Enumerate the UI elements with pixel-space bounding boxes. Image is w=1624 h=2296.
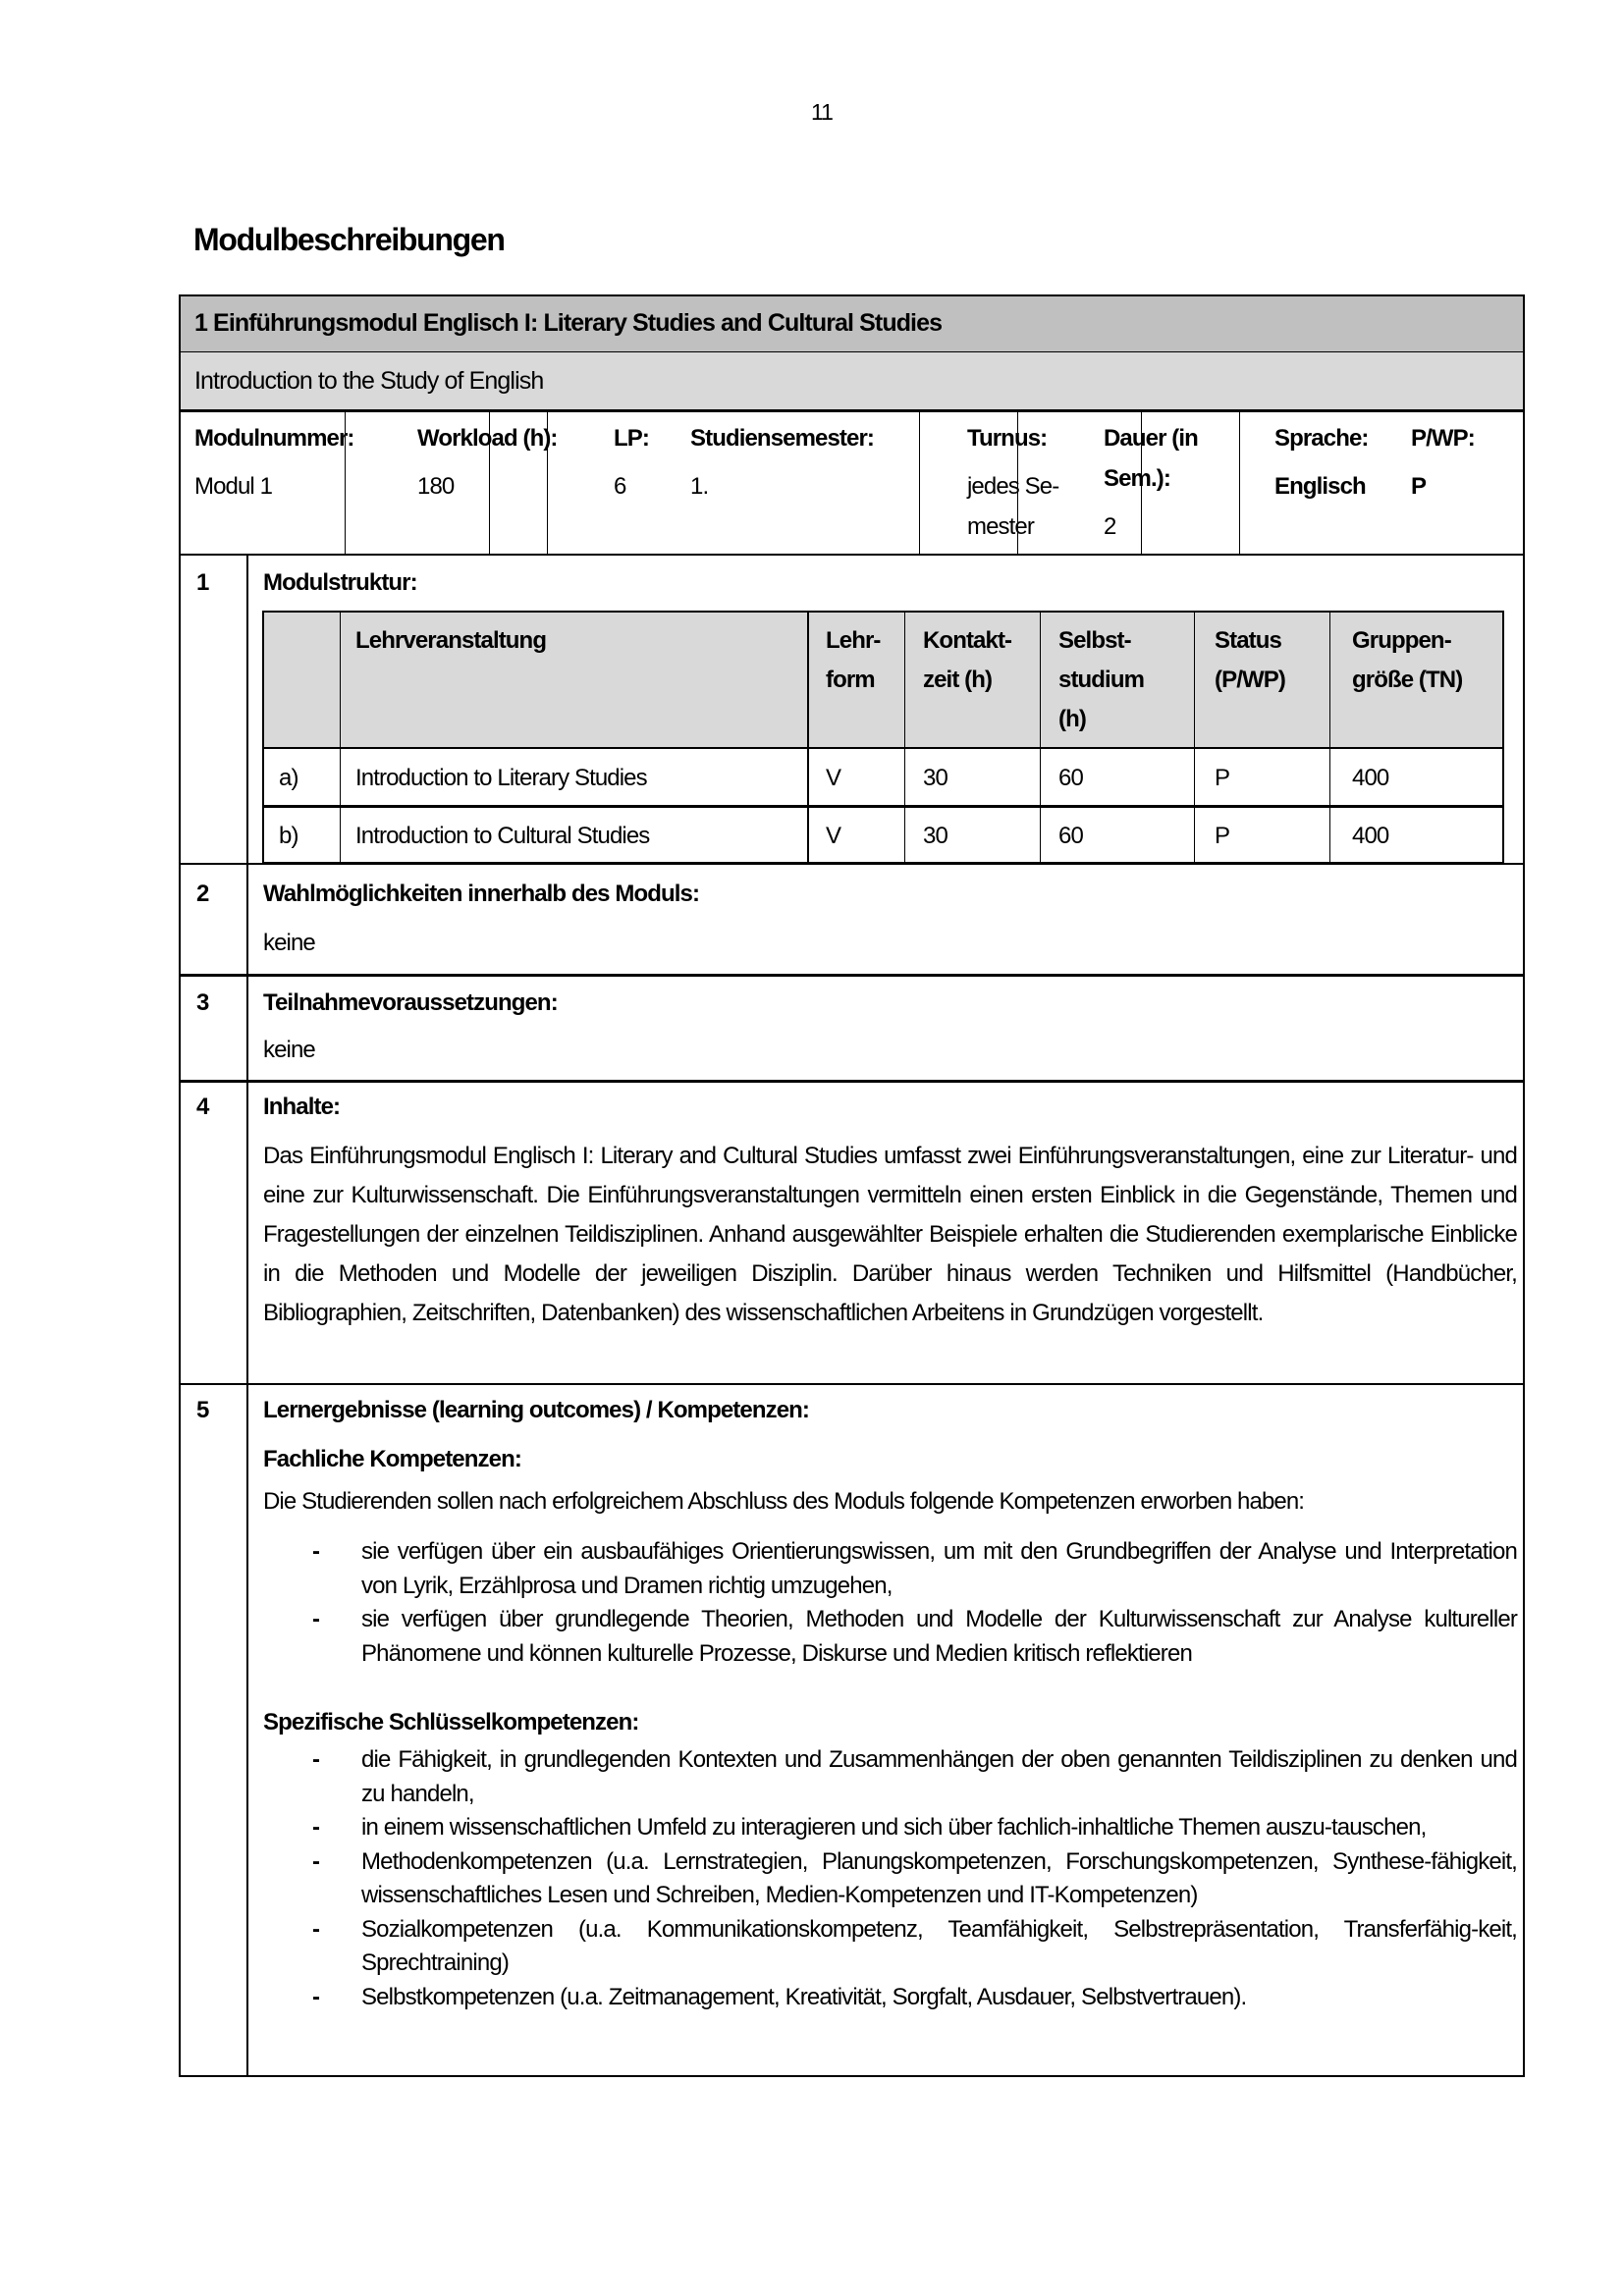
list-item-text: in einem wissenschaftlichen Umfeld zu interagieren und sich über fachlich-inhaltliche Themen auszu-tauschen, [361,1814,1427,1841]
structure-header-gruppengroesse-1: Gruppen- [1352,627,1451,654]
list-item-text: die Fähigkeit, in grundlegenden Kontexten und Zusammenhängen der oben genannten Teildisziplinen zu denken und zu handeln, [361,1746,1517,1807]
schluesselkompetenzen-title: Spezifische Schlüsselkompetenzen: [263,1709,639,1735]
table-border-bottom [180,2075,1525,2077]
section-1-number: 1 [196,569,209,596]
divider [1040,611,1041,863]
divider [180,554,1525,556]
bullet-dash-icon: - [312,1538,320,1565]
fachliche-kompetenzen-intro: Die Studierenden sollen nach erfolgreichem Abschluss des Moduls folgende Kompetenzen erworben haben: [263,1488,1305,1515]
divider [262,805,1504,808]
list-item-text: sie verfügen über ein ausbaufähiges Orientierungswissen, um mit den Grundbegriffen der Analyse und Interpretation von Lyrik, Erzählprosa und Dramen richtig umzugehen, [361,1538,1517,1599]
section-2-title: Wahlmöglichkeiten innerhalb des Moduls: [263,881,700,907]
section-5-number: 5 [196,1397,209,1423]
section-4-number: 4 [196,1094,209,1120]
divider [262,611,1504,613]
divider [1017,410,1018,555]
list-item-text: sie verfügen über grundlegende Theorien, Methoden und Modelle der Kulturwissenschaft zur Analyse kultureller Phänomene und können kulturelle Prozesse, Diskurse und Medien kritisch reflektieren [361,1606,1517,1667]
info-label-turnus: Turnus: [967,425,1048,452]
info-label-sprache: Sprache: [1274,425,1369,452]
divider [1194,611,1195,863]
structure-header-selbststudium-2: studium [1058,667,1145,693]
section-4-body: Das Einführungsmodul Englisch I: Literary and Cultural Studies umfasst zwei Einführungsveranstaltungen, eine zur Literatur- und eine zur Kulturwissenschaft. Die Einführungsveranstaltungen vermitteln einen ersten Einblick in die Gegenstände, Themen und Fragestellungen der einzelnen Teildisziplinen. Anhand ausgewählter Beispiele erhalten die Studierenden exemplarische Einblicke in die Methoden und Modelle der jeweiligen Disziplin. Darüber hinaus werden Techniken und Hilfsmittel (Handbücher, Bibliographien, Zeitschriften, Datenbanken) des wissenschaftlichen Arbeitens in Grundzügen vorgestellt. [263,1143,1517,1326]
info-value-turnus-line2: mester [967,513,1034,540]
info-value-dauer: 2 [1104,513,1116,540]
row-a-course: Introduction to Literary Studies [355,765,647,791]
row-a-status: P [1215,765,1230,791]
section-2-body: keine [263,930,315,956]
row-b-selbststudium: 60 [1058,823,1083,849]
row-b-gruppengroesse: 400 [1352,823,1389,849]
info-value-lp: 6 [614,473,626,500]
section-3-body: keine [263,1037,315,1063]
divider [1239,410,1240,555]
row-b-course: Introduction to Cultural Studies [355,823,650,849]
bullet-dash-icon: - [312,1746,320,1773]
table-border-top [180,294,1525,296]
list-item [263,1913,1517,1981]
structure-header-selbststudium-1: Selbst- [1058,627,1131,654]
structure-header-status-2: (P/WP) [1215,667,1285,693]
info-label-dauer-line2: Sem.): [1104,465,1170,492]
fachliche-kompetenzen-title: Fachliche Kompetenzen: [263,1446,521,1472]
divider [547,410,548,555]
list-item [263,1603,1517,1671]
list-item [263,1981,1517,2015]
divider [262,611,264,863]
structure-header-lehrveranstaltung: Lehrveranstaltung [355,627,547,654]
info-label-studiensemester: Studiensemester: [690,425,874,452]
row-a-lehrform: V [826,765,841,791]
bullet-dash-icon: - [312,1915,320,1943]
list-item [263,1811,1517,1845]
divider [919,410,920,555]
row-a-selbststudium: 60 [1058,765,1083,791]
info-value-workload: 180 [417,473,455,500]
section-3-title: Teilnahmevoraussetzungen: [263,989,558,1016]
divider [807,611,809,863]
row-a-kontaktzeit: 30 [923,765,947,791]
row-b-index: b) [279,823,298,849]
divider [180,409,1525,412]
section-4-title: Inhalte: [263,1094,341,1120]
module-subtitle: Introduction to the Study of English [194,367,544,395]
divider [180,1383,1525,1385]
divider [180,351,1525,352]
info-value-sprache: Englisch [1274,473,1366,500]
list-item-text: Selbstkompetenzen (u.a. Zeitmanagement, Kreativität, Sorgfalt, Ausdauer, Selbstvertrauen). [361,1983,1247,2010]
divider [904,611,905,863]
divider [246,555,248,2076]
info-value-studiensemester: 1. [690,473,709,500]
bullet-dash-icon: - [312,1606,320,1632]
row-a-index: a) [279,765,298,791]
structure-header-selbststudium-3: (h) [1058,706,1086,732]
list-item [263,1743,1517,1811]
info-value-modulnummer: Modul 1 [194,473,273,500]
structure-header-lehrform-1: Lehr- [826,627,881,654]
row-b-status: P [1215,823,1230,849]
divider [180,974,1525,977]
section-3-number: 3 [196,989,209,1016]
fachliche-kompetenzen-list [263,1535,1517,1671]
row-b-lehrform: V [826,823,841,849]
list-item-text: Methodenkompetenzen (u.a. Lernstrategien, Planungskompetenzen, Forschungskompetenzen, Synthese-fähigkeit, wissenschaftliches Lesen und Schreiben, Medien-Kompetenzen und IT-Kompetenzen) [361,1847,1517,1908]
info-label-pwp: P/WP: [1411,425,1475,452]
structure-header-kontaktzeit-2: zeit (h) [923,667,993,693]
table-border-left [179,294,181,2077]
row-b-kontaktzeit: 30 [923,823,947,849]
divider [180,1080,1525,1083]
schluesselkompetenzen-list [263,1743,1517,2014]
page-title: Modulbeschreibungen [193,222,505,257]
page-number: 11 [811,99,833,125]
info-label-dauer-line1: Dauer (in [1104,425,1198,452]
bullet-dash-icon: - [312,1814,320,1841]
divider [1329,611,1330,863]
divider [1141,410,1142,555]
section-2-number: 2 [196,881,209,907]
structure-header-status-1: Status [1215,627,1281,654]
divider [489,410,490,555]
list-item [263,1845,1517,1913]
divider [345,410,346,555]
divider [340,611,341,863]
bullet-dash-icon: - [312,1983,320,2010]
info-label-lp: LP: [614,425,649,452]
structure-header-gruppengroesse-2: größe (TN) [1352,667,1463,693]
section-5-title: Lernergebnisse (learning outcomes) / Kompetenzen: [263,1397,810,1423]
divider [1502,611,1504,863]
list-item [263,1535,1517,1603]
structure-header-kontaktzeit-1: Kontakt- [923,627,1012,654]
row-a-gruppengroesse: 400 [1352,765,1389,791]
divider [262,747,1504,749]
table-border-right [1523,294,1525,2077]
info-value-pwp: P [1411,473,1427,500]
info-value-turnus-line1: jedes Se- [967,473,1059,500]
list-item-text: Sozialkompetenzen (u.a. Kommunikationskompetenz, Teamfähigkeit, Selbstrepräsentation, Transferfähig-keit, Sprechtraining) [361,1915,1517,1976]
bullet-dash-icon: - [312,1847,320,1875]
structure-header-lehrform-2: form [826,667,875,693]
module-title: 1 Einführungsmodul Englisch I: Literary Studies and Cultural Studies [194,309,943,337]
info-label-modulnummer: Modulnummer: [194,425,354,452]
divider [262,862,1504,865]
info-label-workload: Workload (h): [417,425,558,452]
section-1-title: Modulstruktur: [263,569,417,596]
